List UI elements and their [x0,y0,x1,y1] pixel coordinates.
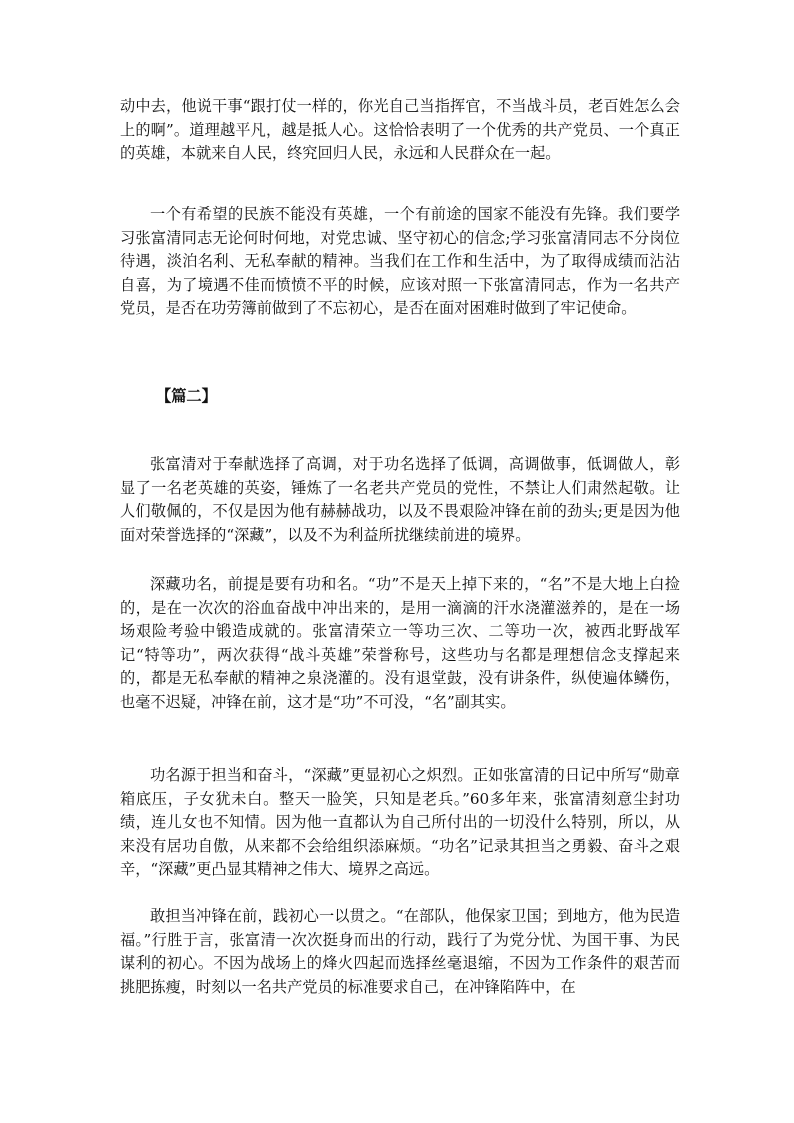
paragraph-4: 深藏功名，前提是要有功和名。“功”不是天上掉下来的，“名”不是大地上白捡的，是在一次次的浴血奋战中冲出来的，是用一滴滴的汗水浇灌滋养的，是在一场场艰险考验中锻造成就的。张富清荣立一等功三次、二等功一次，被西北野战军记“特等功”，两次获得“战斗英雄”荣誉称号，这些功与名都是理想信念支撑起来的，都是无私奉献的精神之泉浇灌的。没有退堂鼓，没有讲条件，纵使遍体鳞伤，也毫不迟疑，冲锋在前，这才是“功”不可没，“名”副其实。 [120,575,680,711]
section-heading: 【篇二】 [156,387,217,405]
paragraph-5: 功名源于担当和奋斗，“深藏”更显初心之炽烈。正如张富清的日记中所写“勋章箱底压，子女犹未白。整天一脸笑，只知是老兵。”60多年来，张富清刻意尘封功绩，连儿女也不知情。因为他一直都认为自己所付出的一切没什么特别，所以，从来没有居功自傲，从来都不会给组织添麻烦。“功名”记录其担当之勇毅、奋斗之艰辛，“深藏”更凸显其精神之伟大、境界之高远。 [120,766,680,878]
paragraph-2: 一个有希望的民族不能没有英雄，一个有前途的国家不能没有先锋。我们要学习张富清同志无论何时何地，对党忠诚、坚守初心的信念;学习张富清同志不分岗位待遇，淡泊名利、无私奉献的精神。当我们在工作和生活中，为了取得成绩而沾沾自喜，为了境遇不佳而愤愤不平的时候，应该对照一下张富清同志，作为一名共产党员，是否在功劳簿前做到了不忘初心，是否在面对困难时做到了牢记使命。 [120,205,680,317]
paragraph-6: 敢担当冲锋在前，践初心一以贯之。“在部队，他保家卫国；到地方，他为民造福。”行胜于言，张富清一次次挺身而出的行动，践行了为党分忧、为国干事、为民谋利的初心。不因为战场上的烽火四起而选择丝毫退缩，不因为工作条件的艰苦而挑肥拣瘦，时刻以一名共产党员的标准要求自己，在冲锋陷阵中，在 [120,907,680,996]
paragraph-3: 张富清对于奉献选择了高调，对于功名选择了低调，高调做事，低调做人，彰显了一名老英雄的英姿，锤炼了一名老共产党员的党性，不禁让人们肃然起敬。让人们敬佩的，不仅是因为他有赫赫战功，以及不畏艰险冲锋在前的劲头;更是因为他面对荣誉选择的“深藏”，以及不为利益所扰继续前进的境界。 [120,455,680,544]
paragraph-1: 动中去，他说干事“跟打仗一样的，你光自己当指挥官，不当战斗员，老百姓怎么会上的啊”。道理越平凡，越是抵人心。这恰恰表明了一个优秀的共产党员、一个真正的英雄，本就来自人民，终究回归人民，永远和人民群众在一起。 [120,97,680,162]
